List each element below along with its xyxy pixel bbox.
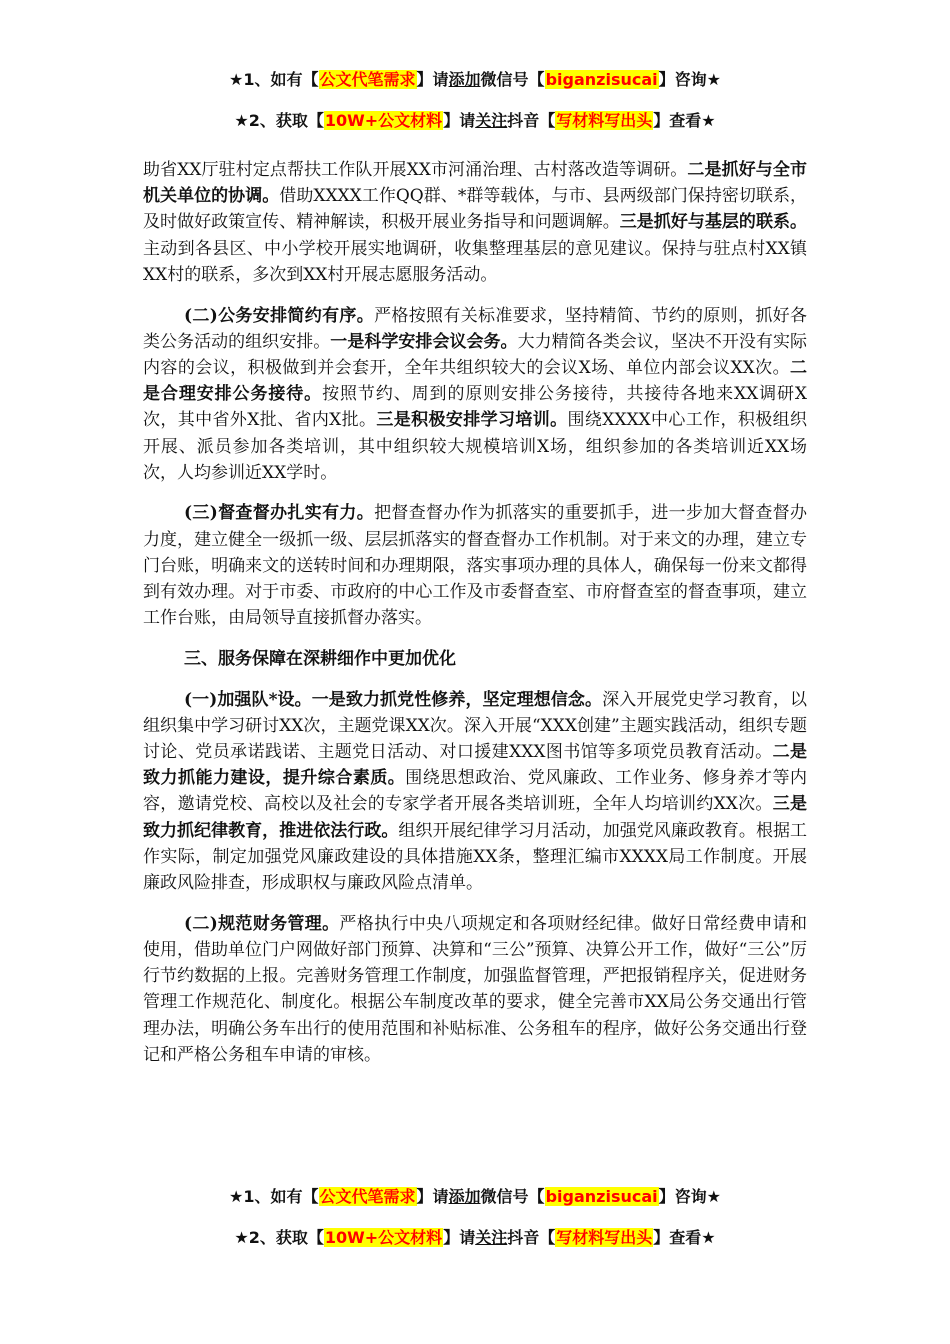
paragraph-text: 主动到各县区、中小学校开展实地调研，收集整理基层的意见建议。保持与驻点村XX镇XX村的联系，多次到XX村开展志愿服务活动。 [143,238,807,285]
paragraph-bold: 二是合理安排公务接待。 [143,357,807,405]
paragraph-bold: 二是抓好与全市机关单位的协调。 [143,160,808,207]
banner-text: 】请 [416,70,449,89]
bottom-banner-line-1 [0,1186,950,1208]
paragraph-text: 借助XXXX工作QQ群、*群等载体，与市、县两级部门保持密切联系，及时做好政策宣传、精神解读，积极开展业务指导和问题调解。 [143,186,807,233]
banner-text: 】查看★ [653,1228,716,1247]
banner-text: 】咨询★ [658,1187,721,1206]
paragraph-text: 按照节约、周到的原则安排公务接待，共接待各地来XX调研X次，其中省外X批、省内X批。 [143,384,808,431]
banner-underline: 关注 [475,111,508,130]
paragraph-continuation [143,157,807,288]
paragraph-heading: (三)督查督办扎实有力。 [184,503,375,524]
paragraph-bold: 一是科学安排会议会务。 [330,331,518,352]
banner-text: 微信号【 [480,1187,545,1206]
banner-text: ★2、获取【 [234,1228,324,1247]
banner-text: 】查看★ [653,111,716,130]
paragraph-text: 围绕XXXX中心工作，积极组织开展、派员参加各类培训，其中组织较大规模培训X场，组织参加的各类培训近XX场次，人均参训近XX学时。 [143,410,807,483]
paragraph-text: 助省XX厅驻村定点帮扶工作队开展XX市河涌治理、古村落改造等调研。 [143,160,688,180]
banner-underline: 关注 [475,1228,508,1247]
top-banner-line-1 [0,69,950,91]
document-body [143,157,807,1083]
banner-highlight-douyin: 写材料写出头 [556,1228,653,1247]
banner-text: 】咨询★ [658,70,721,89]
banner-text: 抖音【 [507,1228,556,1247]
banner-highlight-wechat: biganzisucai [545,1187,658,1206]
paragraph-text: 组织开展纪律学习月活动，加强党风廉政教育。根据工作实际，制定加强党风廉政建设的具体措施XX条，整理汇编市XXXX局工作制度。开展廉政风险排查，形成职权与廉政风险点清单。 [143,820,808,894]
paragraph-text: 大力精简各类会议，坚决不开没有实际内容的会议，积极做到并会套开，全年共组织较大的会议X场、单位内部会议XX次。 [143,331,808,378]
paragraph-text: 严格执行中央八项规定和各项财经纪律。做好日常经费申请和使用，借助单位门户网做好部门预算、决算和“三公”预算、决算公开工作，做好“三公”厉行节约数据的上报。完善财务管理工作制度，加强监督管理，严把报销程序关，促进财务管理工作规范化、制度化。根据公车制度改革的要求，健全完善市XX局公务交通出行管理办法，明确公务车出行的使用范围和补贴标准、公务租车的程序，做好公务交通出行登记和严格公务租车申请的审核。 [143,913,808,1065]
paragraph-bold: 二是致力抓能力建设，提升综合素质。 [143,742,807,789]
paragraph-heading: (二)规范财务管理。 [184,913,340,934]
banner-highlight-douyin: 写材料写出头 [556,111,653,130]
paragraph-supervision [143,500,807,631]
banner-text: 】请 [416,1187,449,1206]
paragraph-heading: (一)加强队*设。一是致力抓党性修养，坚定理想信念。 [184,689,603,710]
section-heading-text: 三、服务保障在深耕细作中更加优化 [184,648,456,669]
banner-highlight: 公文代笔需求 [319,1187,416,1206]
banner-highlight: 10W+公文材料 [324,111,443,130]
paragraph-heading: (二)公务安排简约有序。 [184,305,375,326]
banner-highlight-wechat: biganzisucai [545,70,658,89]
banner-underline: 添加 [448,70,481,89]
paragraph-bold: 三是积极安排学习培训。 [376,410,568,431]
banner-text: 抖音【 [507,111,556,130]
banner-text: ★1、如有【 [229,70,319,89]
paragraph-bold: 三是抓好与基层的联系。 [619,212,808,233]
banner-underline: 添加 [448,1187,481,1206]
banner-text: 】请 [443,1228,476,1247]
banner-text: 微信号【 [480,70,545,89]
paragraph-text: 严格按照有关标准要求，坚持精简、节约的原则，抓好各类公务活动的组织安排。 [143,305,807,352]
paragraph-team-building [143,687,807,897]
banner-text: ★1、如有【 [229,1187,319,1206]
paragraph-bold: 三是致力抓纪律教育，推进依法行政。 [143,794,807,841]
paragraph-text: 深入开展党史学习教育，以组织集中学习研讨XX次，主题党课XX次。深入开展“XXX创建”主题实践活动，组织专题讨论、党员承诺践诺、主题党日活动、对口援建XXX图书馆等多项党员教育活动。 [143,689,808,763]
top-banner-line-2 [0,110,950,132]
paragraph-text: 围绕思想政治、党风廉政、工作业务、修身养才等内容，邀请党校、高校以及社会的专家学者开展各类培训班，全年人均培训约XX次。 [143,768,807,815]
banner-highlight: 公文代笔需求 [319,70,416,89]
bottom-banner-line-2 [0,1227,950,1249]
banner-highlight: 10W+公文材料 [324,1228,443,1247]
banner-text: 】请 [443,111,476,130]
paragraph-finance [143,911,807,1068]
banner-text: ★2、获取【 [234,111,324,130]
section-heading [143,646,807,672]
paragraph-official-affairs [143,303,807,486]
paragraph-text: 把督查督办作为抓落实的重要抓手，进一步加大督查督办力度，建立健全一级抓一级、层层抓落实的督查督办工作机制。对于来文的办理，建立专门台账，明确来文的送转时间和办理期限，落实事项办理的具体人，确保每一份来文都得到有效办理。对于市委、市政府的中心工作及市委督查室、市府督查室的督查事项，建立工作台账，由局领导直接抓督办落实。 [143,503,807,629]
